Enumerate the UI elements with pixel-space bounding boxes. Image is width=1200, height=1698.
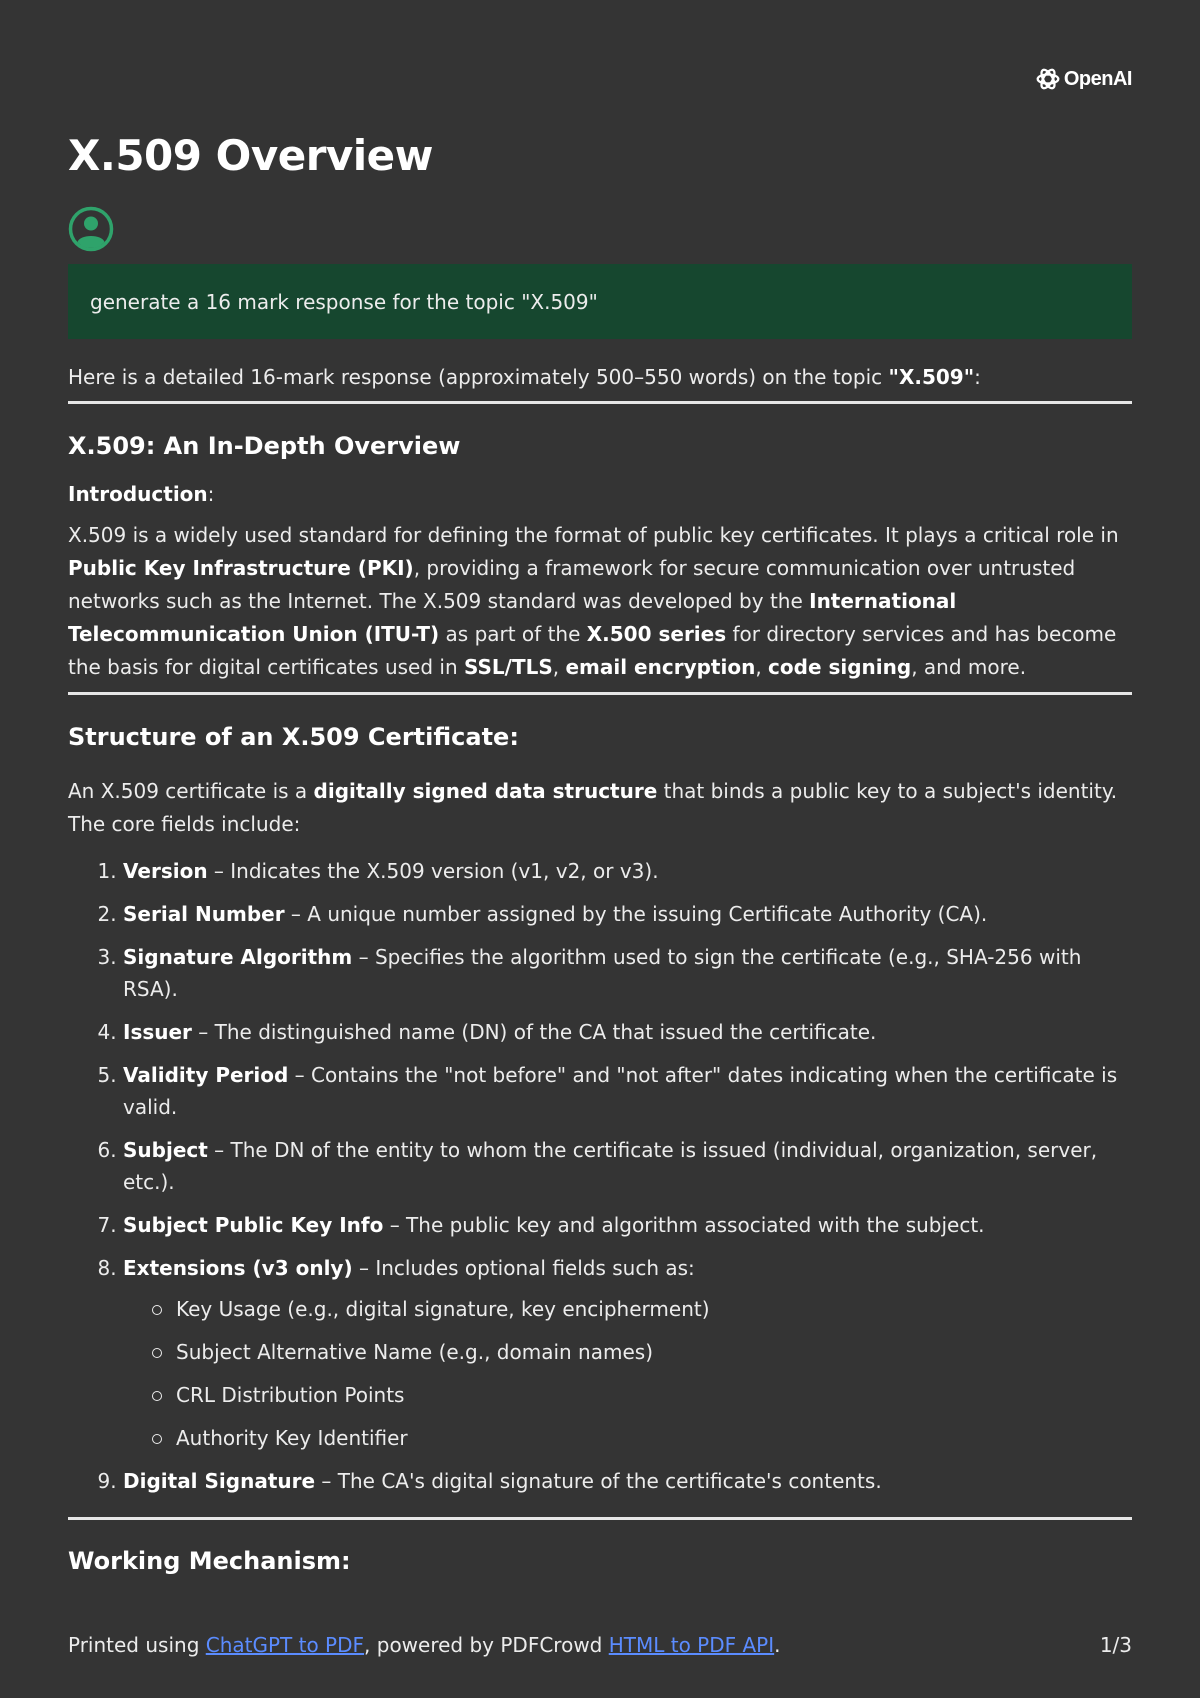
footer-credit: Printed using ChatGPT to PDF, powered by PDFCrowd HTML to PDF API. (68, 1633, 781, 1657)
intro-paragraph: X.509 is a widely used standard for defining the format of public key certificates. It plays a critical role in Public Key Infrastructure (PKI), providing a framework for secure communication over untrusted networks such as the Internet. The X.509 standard was developed by the International Telecommunication Union (ITU-T) as part of the X.500 series for directory services and has become the basis for digital certificates used in SSL/TLS, email encryption, code signing, and more. (68, 523, 1119, 679)
list-item: Authority Key Identifier (176, 1422, 1132, 1454)
page-title: X.509 Overview (68, 131, 433, 180)
user-avatar-icon (68, 206, 114, 252)
brand-logo (1035, 66, 1132, 92)
list-item: 2. Serial Number – A unique number assigned by the issuing Certificate Authority (CA). (123, 898, 1132, 930)
certificate-fields-list (68, 855, 1132, 1497)
structure-paragraph: An X.509 certificate is a digitally signed data structure that binds a public key to a subject's identity. The core fields include: (68, 779, 1118, 836)
openai-logo-icon (1035, 66, 1061, 92)
list-item: 3. Signature Algorithm – Specifies the algorithm used to sign the certificate (e.g., SHA-256 with RSA). (123, 941, 1132, 1005)
divider (68, 692, 1132, 695)
document-body (68, 128, 1132, 1577)
list-item: 9. Digital Signature – The CA's digital signature of the certificate's contents. (123, 1465, 1132, 1497)
intro-label: Introduction: (68, 482, 215, 506)
brand-name: OpenAI (1063, 67, 1132, 90)
divider (68, 1517, 1132, 1520)
chatgpt-to-pdf-link[interactable]: ChatGPT to PDF (205, 1633, 365, 1657)
heading-structure: Structure of an X.509 Certificate: (68, 723, 519, 751)
list-item: CRL Distribution Points (176, 1379, 1132, 1411)
list-item: 5. Validity Period – Contains the "not before" and "not after" dates indicating when the certificate is valid. (123, 1059, 1132, 1123)
divider (68, 401, 1132, 404)
response-lead: Here is a detailed 16-mark response (approximately 500–550 words) on the topic "X.509": (68, 365, 981, 389)
list-item: 4. Issuer – The distinguished name (DN) of the CA that issued the certificate. (123, 1016, 1132, 1048)
extensions-list (123, 1293, 1132, 1454)
list-item: Subject Alternative Name (e.g., domain names) (176, 1336, 1132, 1368)
list-item: 8. Extensions (v3 only) – Includes optional fields such as: Key Usage (e.g., digital signature, key encipherment) Subject Alternative Name (e.g., domain names) CRL Distribution Points Authority Key Identifier (123, 1252, 1132, 1454)
prompt-text: generate a 16 mark response for the topic "X.509" (90, 289, 598, 314)
print-footer (68, 1633, 1132, 1657)
heading-working-mechanism: Working Mechanism: (68, 1547, 351, 1575)
list-item: 7. Subject Public Key Info – The public key and algorithm associated with the subject. (123, 1209, 1132, 1241)
html-to-pdf-api-link[interactable]: HTML to PDF API (608, 1633, 775, 1657)
list-item: Key Usage (e.g., digital signature, key encipherment) (176, 1293, 1132, 1325)
list-item: 6. Subject – The DN of the entity to whom the certificate is issued (individual, organization, server, etc.). (123, 1134, 1132, 1198)
page-number: 1/3 (1099, 1633, 1132, 1657)
heading-overview: X.509: An In-Depth Overview (68, 432, 461, 460)
user-prompt (68, 264, 1132, 339)
list-item: 1. Version – Indicates the X.509 version (v1, v2, or v3). (123, 855, 1132, 887)
